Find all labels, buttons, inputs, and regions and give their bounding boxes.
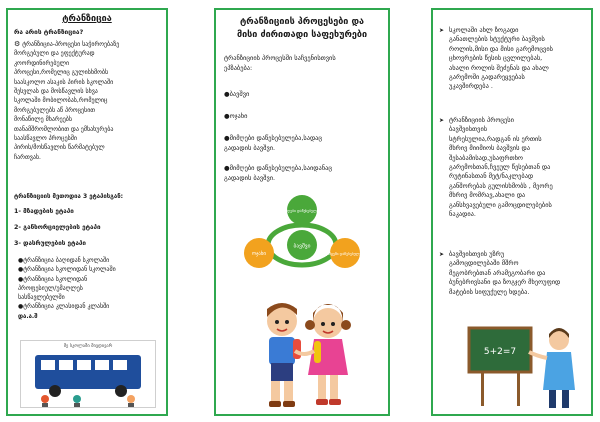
list-item: ●ტრანზიცია ბაღიდან სკოლაში — [18, 257, 110, 264]
item-line: გადადის ბავშვი. — [224, 173, 276, 182]
paragraph-line: პროცესი,რომელიც გულისხმობს — [14, 69, 109, 77]
paragraph-line: ტრანზიცია-პროცესი საჭიროებაზე — [22, 41, 120, 48]
item-line: ●მიმღები დაწესებულება,სადაც — [224, 134, 323, 142]
item-line: ბავშვისთვის — [449, 125, 488, 134]
panel-transition-stress — [431, 8, 593, 416]
panel1-title: ტრანზიცია — [62, 14, 112, 24]
list-item: სასწავლებელში — [18, 294, 65, 302]
paragraph-line: საასკოლო ასაკის პირის სკოლაში — [14, 78, 114, 86]
item-line: სკოლაში ახლ ზოგადი — [449, 26, 519, 34]
blackboard-text: 5+2=7 — [483, 347, 517, 357]
item-line: ბუნებრივსანი და ზოგჯერ მხეოუფიდ — [449, 278, 561, 287]
info-item — [439, 250, 587, 297]
paragraph-line: საასწავლო პროცესში — [14, 135, 77, 143]
image-caption: მე სკოლაში მივდივარ — [63, 344, 113, 349]
item-line: მხრივ მიიმიოს ბავშვის და — [449, 144, 530, 153]
children-illustration — [244, 295, 364, 413]
item-line: გარემოში გადარეყვებას — [449, 73, 525, 82]
paragraph-line: ჩართვას. — [14, 153, 41, 161]
arrow-bullet-icon: ➤ — [439, 251, 445, 258]
item-line: განათლების სტუქტური ბავშვის — [449, 35, 545, 44]
item-line: ●ოჯახი — [224, 112, 248, 120]
item-line: ბავშვისთვის უზრუ — [449, 250, 505, 258]
title-line: ტრანზიციის პროცესები და — [239, 17, 365, 27]
item-line: ახალი როლის შეძენას და ახალ — [449, 63, 549, 72]
list-item: და.ა.შ — [18, 312, 38, 320]
stage-3: 3- დასრულების ეტაპი — [14, 240, 86, 247]
school-bus-illustration — [20, 340, 156, 408]
item-line: უკავშირდება . — [449, 82, 493, 91]
item-line: გამოცდილებაში მშრო — [449, 259, 519, 268]
item-line: გადადის ბავშვი. — [224, 143, 276, 152]
intro-line: ეპზაბება: — [224, 63, 253, 72]
arrow-bullet-icon: ➤ — [439, 117, 445, 124]
info-item — [439, 116, 587, 219]
item-line: მეგობრებთან არამეგობარი და — [449, 268, 546, 277]
list-item: ●ტრანზიცია სკოლიდან სკოლაში — [18, 266, 116, 274]
participant-item — [224, 112, 247, 122]
item-line: რუტინასთან მეტ/ნაკლებად — [449, 172, 534, 181]
list-item: ●ტრანზიცია კლასიდან კლასში — [18, 303, 110, 311]
participant-item — [224, 164, 332, 183]
item-line: ●მიმღები დაწესებულება,საიდანაც — [224, 164, 332, 172]
paragraph-line: თანამშრომლობით და ემსახურება — [14, 125, 114, 133]
bus-icon — [21, 341, 155, 407]
arrow-bullet-icon: ➤ — [439, 27, 445, 34]
item-line: ტრანზიციის პროცესი — [449, 116, 514, 124]
item-line: ●ბავშვი — [224, 90, 250, 98]
teacher-blackboard-illustration — [461, 322, 589, 412]
item-line: მხრივ მომრავ,ახალი და — [449, 191, 526, 200]
panel-transition — [6, 8, 168, 416]
item-line: მატების სიფუქულე ხდება. — [449, 287, 530, 296]
intro-line: ტრანზიციის პროცესში საჩვენისთვის — [224, 54, 336, 62]
cycle-left-label: ოჯახი — [252, 251, 266, 257]
item-line: ცხოვრების წესის ცვლილებას, — [449, 54, 543, 63]
paragraph-line: შესვლას და მოსწავლის სხვა — [14, 88, 98, 96]
stage-2: 2- განხორციელების ეტაპი — [14, 224, 101, 231]
item-line: როლის,მისი და მისი გარემოცვის — [449, 44, 553, 53]
transition-types-list — [18, 256, 116, 321]
stage-1: 1- მზადების ეტაპი — [14, 208, 74, 215]
cycle-center-label: ბავშვი — [293, 243, 311, 250]
panel2-title — [216, 16, 388, 42]
list-item: ●ტრანზიცია სკოლიდან — [18, 275, 88, 283]
cycle-top-label: მიმღები დაწესებულება — [281, 209, 323, 213]
panel2-intro — [224, 54, 336, 73]
item-line: სტრესულია,რადგან ის ერთის — [449, 134, 542, 143]
cycle-right-label: გამცემი დაწესებულება — [325, 252, 365, 256]
item-line: განშორებას გულისხმობს , მეორე — [449, 181, 553, 190]
participant-item — [224, 90, 249, 100]
list-item: პროფესიულ/უმაღლეს — [18, 284, 83, 292]
transition-cycle-diagram — [232, 193, 372, 283]
paragraph-line: მონაწილე მხარეებს — [14, 116, 73, 124]
item-line: განსხვავებული გამოცდილებების — [449, 200, 552, 209]
info-item — [439, 26, 587, 92]
paragraph-line: სკოლაში მობილობას,რომელიც — [14, 97, 108, 105]
item-line: ნაკადია. — [449, 210, 476, 219]
title-line: მისი ძირითადი საფეხურები — [236, 30, 368, 40]
stages-heading: ტრანზიციის მეთოდია 3 ეტაპისგან: — [14, 193, 124, 200]
paragraph-line: კოორდინირებული — [14, 59, 70, 67]
item-line: გარემოსთან,ჩვეულ წესებთან და — [449, 163, 551, 172]
paragraph-line: პირის/მოსწავლის წარმატებულ — [14, 144, 105, 152]
participant-item — [224, 134, 322, 153]
item-line: შესაბამისად,უსაფრთხო — [449, 153, 523, 162]
panel-transition-processes — [214, 8, 390, 416]
panel1-paragraph — [14, 40, 160, 162]
paragraph-line: მორგებული და ეფექტურად — [14, 50, 95, 58]
gear-icon: ⚙ — [14, 40, 21, 48]
panel1-subtitle: რა არის ტრანზიცია? — [14, 28, 84, 36]
paragraph-line: მორგებულებს აწ პროცესით — [14, 106, 96, 114]
